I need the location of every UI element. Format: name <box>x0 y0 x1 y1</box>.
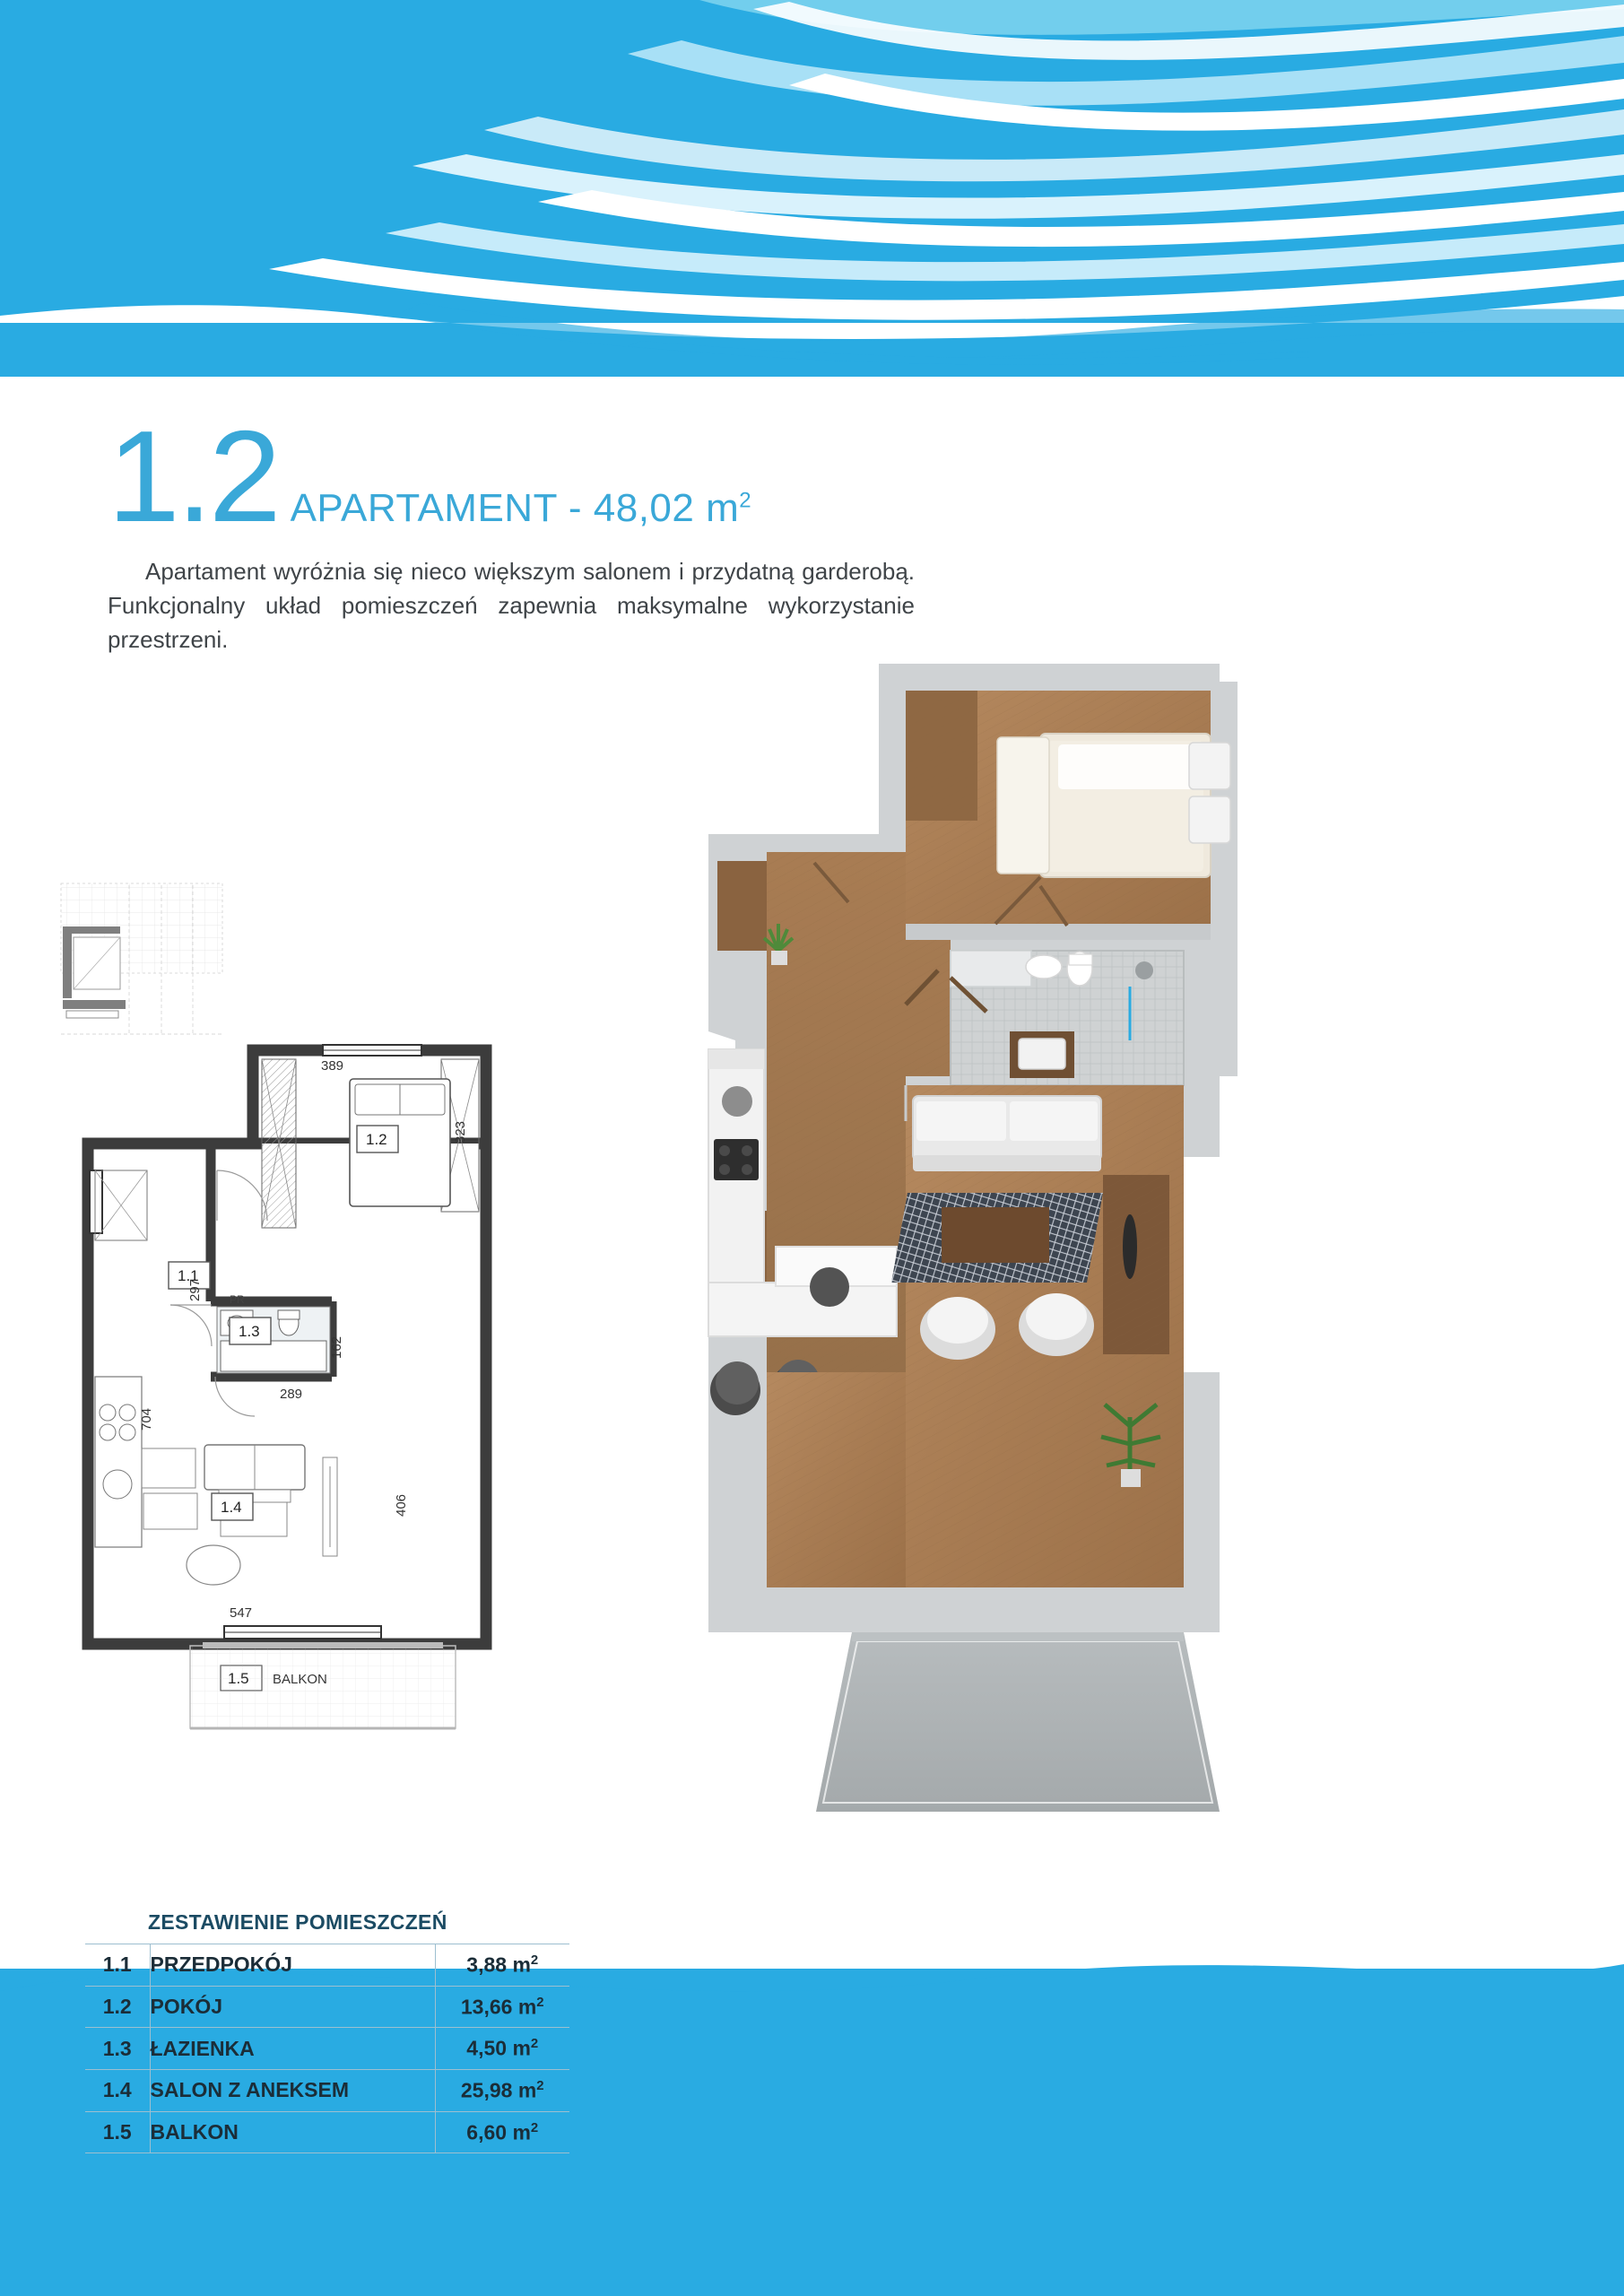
plan-tag-1-3: 1.3 <box>239 1323 260 1340</box>
technical-floor-plan <box>54 874 628 1888</box>
table-row <box>85 1986 569 2028</box>
dim-704: 704 <box>139 1407 154 1431</box>
apartment-3d-render <box>682 655 1587 2045</box>
dim-297: 297 <box>187 1278 203 1301</box>
room-schedule-title: ZESTAWIENIE POMIESZCZEŃ <box>148 1910 447 1934</box>
table-row <box>85 1944 569 1987</box>
apartment-number: 1.2 <box>108 404 278 549</box>
apartment-description: Apartament wyróżnia się nieco większym salonem i przydatną garderobą. Funkcjonalny układ pomieszczeń zapewnia maksymalne wykorzystanie przestrzeni. <box>108 558 915 653</box>
row-name: POKÓJ <box>150 1986 435 2028</box>
apartment-label-text: APARTAMENT - 48,02 m <box>290 486 740 530</box>
render-bedroom <box>906 691 1230 940</box>
dim-547: 547 <box>230 1605 253 1621</box>
plan-tag-1-5: 1.5 <box>228 1670 249 1687</box>
row-name: SALON Z ANEKSEM <box>150 2069 435 2111</box>
row-number: 1.3 <box>85 2028 150 2070</box>
row-area: 3,88 $m^2$ <box>435 1944 569 1987</box>
dim-289: 289 <box>280 1387 303 1402</box>
table-row <box>85 2028 569 2070</box>
row-area: 25,98 $m^2$ <box>435 2069 569 2111</box>
table-row <box>85 2111 569 2153</box>
render-balcony <box>816 1632 1220 1812</box>
header-wave-graphic <box>0 0 1624 377</box>
row-name: PRZEDPOKÓJ <box>150 1944 435 1987</box>
apartment-label <box>278 486 752 531</box>
row-name: ŁAZIENKA <box>150 2028 435 2070</box>
room-schedule-table <box>85 1944 569 2153</box>
room-schedule <box>85 1910 659 2153</box>
table-row <box>85 2069 569 2111</box>
row-number: 1.4 <box>85 2069 150 2111</box>
render-bed <box>997 734 1230 877</box>
row-number: 1.5 <box>85 2111 150 2153</box>
svg-text:PR: PR <box>230 1293 245 1306</box>
row-name: BALKON <box>150 2111 435 2153</box>
dim-406: 406 <box>394 1493 409 1517</box>
dim-162: 162 <box>329 1335 344 1359</box>
plan-tag-1-4: 1.4 <box>221 1499 242 1516</box>
plan-tag-1-2: 1.2 <box>366 1131 387 1148</box>
row-area: 13,66 $m^2$ <box>435 1986 569 2028</box>
plan-tag-1-1: 1.1 <box>178 1267 199 1284</box>
context-sketch <box>61 883 222 1034</box>
plan-balcony <box>190 1642 456 1728</box>
row-number: 1.1 <box>85 1944 150 1987</box>
dim-389: 389 <box>321 1058 344 1074</box>
dim-323: 323 <box>453 1120 468 1144</box>
render-rug <box>891 1193 1103 1283</box>
render-bathroom <box>951 951 1184 1085</box>
plan-tag-balkon-label: BALKON <box>273 1672 327 1687</box>
apartment-label-unit-sup: 2 <box>739 488 752 513</box>
row-area: 6,60 $m^2$ <box>435 2111 569 2153</box>
title-block <box>108 404 960 657</box>
row-area: 4,50 $m^2$ <box>435 2028 569 2070</box>
row-number: 1.2 <box>85 1986 150 2028</box>
render-sofa <box>913 1096 1101 1171</box>
header-banner <box>0 0 1624 377</box>
